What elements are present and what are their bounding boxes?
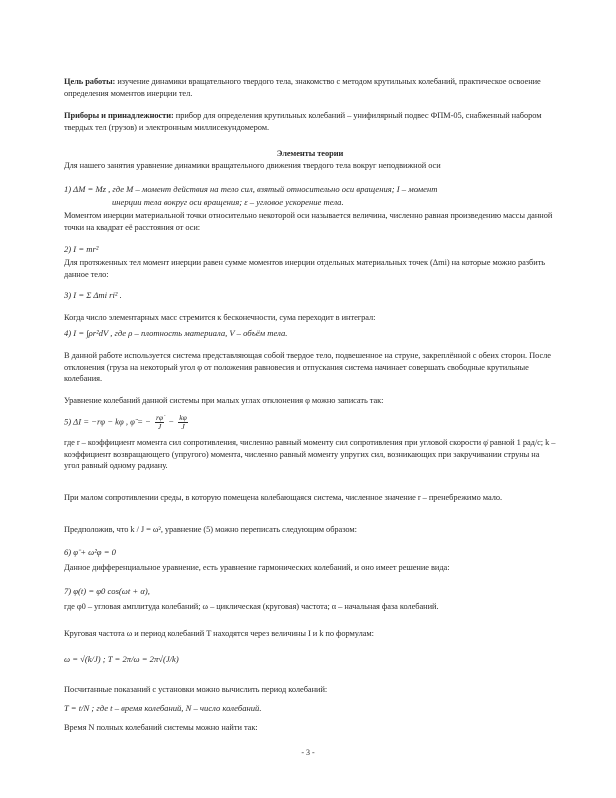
formula-5-frac-2: $\frac{k\varphi}{J}$	[179, 413, 187, 431]
equipment-label: Приборы и принадлежности:	[64, 111, 174, 120]
formula-5-text: 5) ΔI = −rφ − kφ , φ̈ = −	[64, 416, 151, 427]
frequency-text: Круговая частота ω и период колебаний T находятся через величины I и k по формулам:	[64, 629, 374, 638]
formula-5-frac-1: $\frac{r\varphi̇}{J}$	[155, 413, 164, 431]
time-text: Время N полных колебаний системы можно найти так:	[64, 723, 258, 732]
formula-4: 4) I = ∫ρr²dV , где ρ – плотность материала, V – объём тела.	[64, 328, 288, 338]
page-number: - 3 -	[301, 748, 315, 757]
equipment-paragraph	[64, 110, 556, 133]
substitute-text: Предположив, что k / J = ω², уравнение (5) можно переписать следующим образом:	[64, 525, 357, 534]
measurement-text: Посчитанные показаний с установки можно вычислить период колебаний:	[64, 685, 328, 694]
formula-3: 3) I = Σ Δmi ri² .	[64, 290, 122, 300]
moment-definition: Моментом инерции материальной точки относительно некоторой оси называется величина, численно равная произведению массы данной точки на квадрат её расстояния от оси:	[64, 211, 553, 232]
equipment-text: прибор для определения крутильных колебаний – унифилярный подвес ФПМ-05, снабженный набором твердых тел (грузов) и электронным миллисекундомером.	[64, 111, 542, 132]
theory-heading: Элементы теории	[276, 149, 344, 158]
formula-1: 1) ΔM = Mz , где M – момент действия на тело сил, взятый относительно оси вращения; I – момент	[64, 184, 438, 194]
equation-text: Уравнение колебаний данной системы при малых углах отклонения φ можно записать так:	[64, 396, 384, 405]
formula-9: T = t/N ; где t – время колебаний, N – число колебаний.	[64, 703, 262, 713]
extended-body-text: Для протяженных тел момент инерции равен сумме моментов инерции отдельных материальных точек (Δmi) на которые можно разбить данное тело:	[64, 258, 546, 279]
solution-text: Данное дифференциальное уравнение, есть уравнение гармонических колебаний, и оно имеет решение вида:	[64, 563, 450, 572]
formula-8: ω = √(k/J) ; T = 2π/ω = 2π√(J/k)	[64, 654, 179, 664]
parameters-text: где φ0 – угловая амплитуда колебаний; ω – циклическая (круговая) частота; α – начальная фаза колебаний.	[64, 602, 439, 611]
method-text: В данной работе используется система представляющая собой твердое тело, подвешенное на струне, закреплённой с обеих сторон. После отклонения (груза на некоторый угол φ от положения равновесия и отпускания система начинает совершать свободные крутильные колебания.	[64, 351, 551, 383]
formula-5: 5) ΔI = −rφ − kφ , φ̈ = − $\frac{r\varphi̇}{J}$ − $\frac{k\varphi}{J}$	[64, 413, 187, 431]
small-resistance-text: При малом сопротивлении среды, в которую помещена колебающаяся система, численное значение r – пренебрежимо мало.	[64, 493, 503, 502]
theory-intro: Для нашего занятия уравнение динамики вращательного движения твердого тела вокруг неподвижной оси	[64, 161, 441, 170]
where-text: где r – коэффициент момента сил сопротивления, численно равный моменту сил сопротивления при угловой скорости φ̇ равной 1 рад/с; k – коэффициент возвращающего (упругого) момента, численно равный моменту упругих сил, возникающих при закручивании струны на угол равный одному радиану.	[64, 438, 556, 470]
formula-1-continuation: инерции тела вокруг оси вращения; ε – угловое ускорение тела.	[112, 197, 344, 207]
formula-2: 2) I = mr²	[64, 244, 99, 254]
goal-text: изучение динамики вращательного твердого тела, знакомство с методом крутильных колебаний, практическое освоение определения моментов инерции тел.	[64, 77, 541, 98]
formula-6: 6) φ̈ + ω²φ = 0	[64, 547, 116, 557]
goal-paragraph	[64, 76, 556, 99]
goal-label: Цель работы:	[64, 77, 116, 86]
limit-text: Когда число элементарных масс стремится к бесконечности, сума переходит в интеграл:	[64, 313, 376, 322]
formula-7: 7) φ(t) = φ0 cos(ωt + α),	[64, 586, 150, 596]
